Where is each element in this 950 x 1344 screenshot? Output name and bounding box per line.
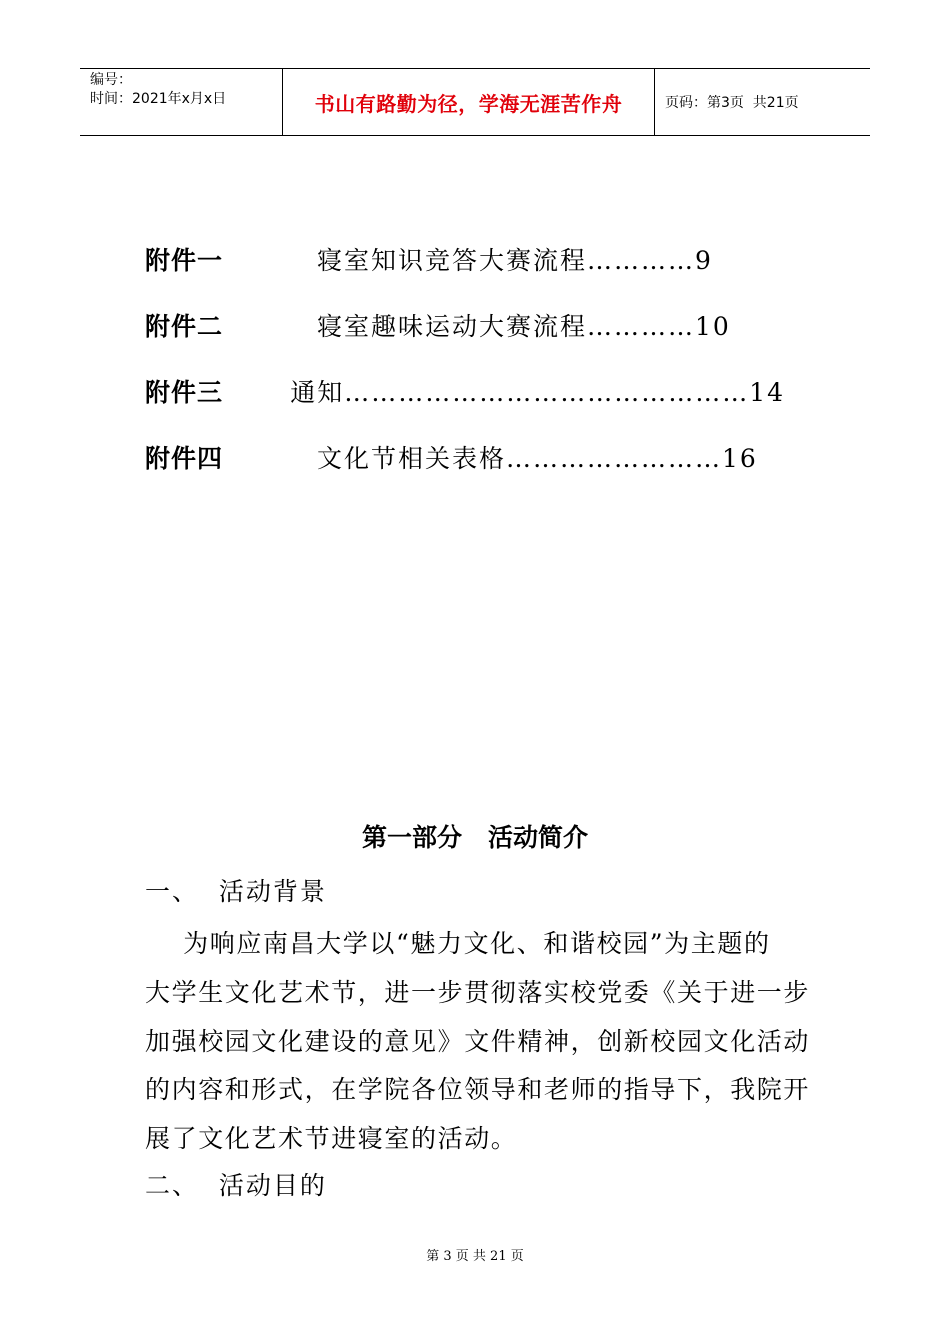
toc-label: 附件三 [145, 378, 224, 407]
toc-entry: 寝室趣味运动大赛流程…………10 [317, 312, 731, 341]
toc-row [145, 226, 785, 292]
section-heading-purpose: 二、 活动目的 [145, 1171, 327, 1200]
section-heading-background: 一、 活动背景 [145, 877, 327, 906]
toc-label: 附件四 [145, 444, 224, 473]
appendix-toc [145, 226, 785, 490]
toc-entry: 通知………………………………………14 [290, 378, 785, 407]
paragraph-line: 展了文化艺术节进寝室的活动。 [145, 1124, 518, 1154]
header-motto: 书山有路勤为径，学海无涯苦作舟 [283, 69, 655, 135]
toc-label: 附件二 [145, 312, 224, 341]
paragraph-line: 为响应南昌大学以“魅力文化、和谐校园”为主题的 [145, 929, 771, 958]
paragraph-line: 大学生文化艺术节，进一步贯彻落实校党委《关于进一步 [145, 977, 811, 1007]
toc-label: 附件一 [145, 246, 224, 275]
paragraph-line: 加强校园文化建设的意见》文件精神，创新校园文化活动 [145, 1026, 811, 1056]
page-footer: 第 3 页 共 21 页 [426, 1249, 524, 1264]
document-number-label: 编号： [90, 72, 132, 88]
toc-row [145, 424, 785, 490]
toc-entry: 文化节相关表格……………………16 [317, 444, 758, 473]
toc-entry: 寝室知识竞答大赛流程…………9 [317, 246, 713, 275]
part-title: 第一部分 活动简介 [361, 823, 589, 852]
paragraph-line: 的内容和形式，在学院各位领导和老师的指导下，我院开 [145, 1075, 811, 1105]
toc-row [145, 358, 785, 424]
background-paragraph [145, 920, 811, 1164]
page-header [80, 68, 870, 136]
header-meta-cell [80, 69, 283, 135]
header-page-info: 页码：第3页 共21页 [665, 95, 799, 111]
toc-row [145, 292, 785, 358]
document-date-label: 时间：2021年x月x日 [90, 91, 227, 107]
